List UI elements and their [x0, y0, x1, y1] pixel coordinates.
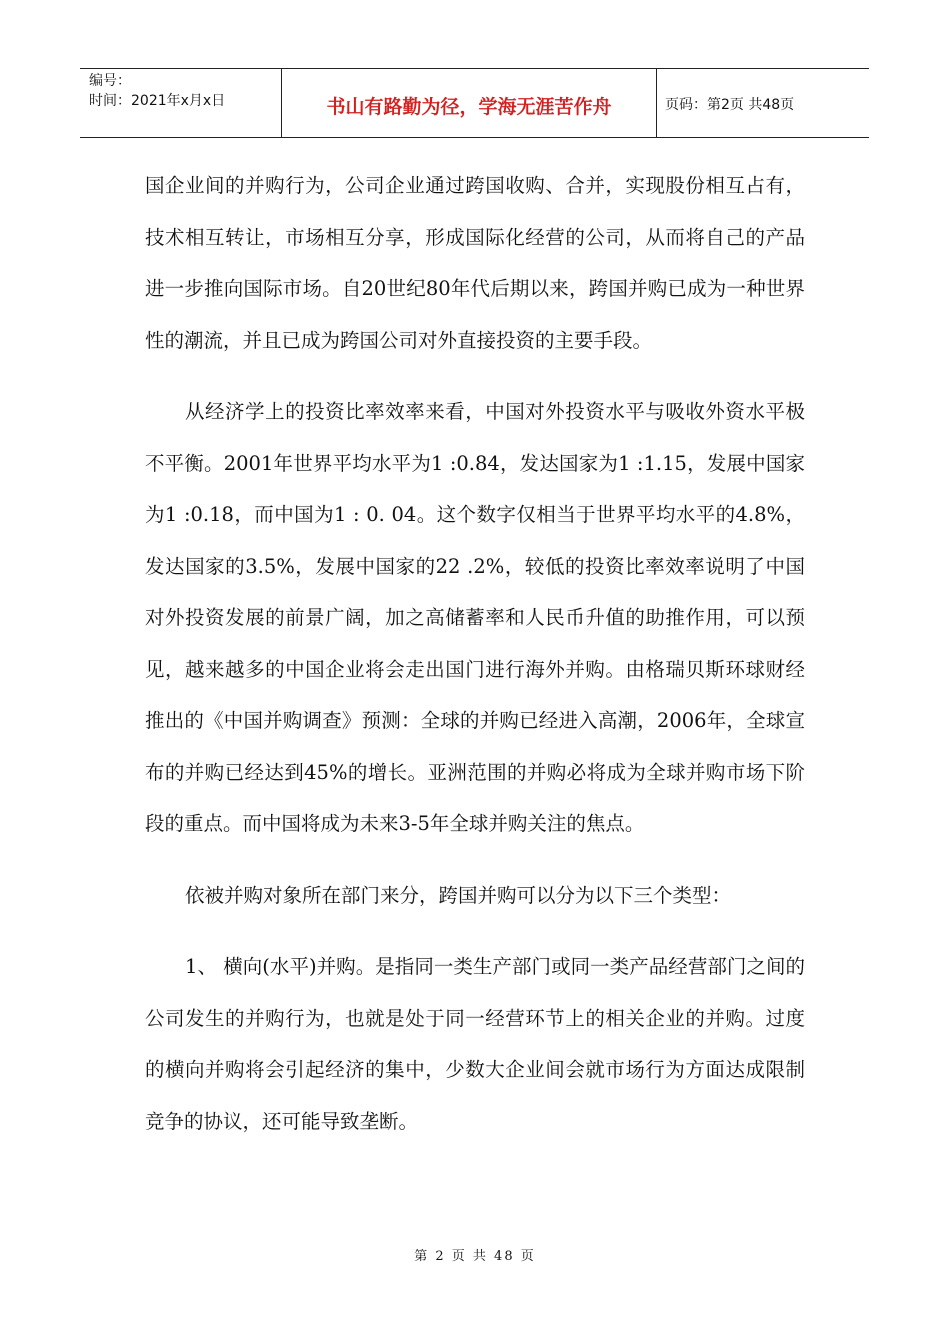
header-meta	[80, 69, 282, 137]
header-motto: 书山有路勤为径，学海无涯苦作舟	[282, 69, 657, 137]
document-number-label: 编号：	[89, 73, 131, 89]
document-date-label: 时间：2021年x月x日	[89, 93, 226, 109]
page-footer: 第 2 页 共 48 页	[414, 1249, 536, 1264]
page-header	[80, 68, 869, 138]
body-paragraph-2: 从经济学上的投资比率效率来看，中国对外投资水平与吸收外资水平极不平衡。2001年世界平均水平为1 :0.84，发达国家为1 :1.15，发展中国家为1 :0.18，而中国为1 : 0. 04。这个数字仅相当于世界平均水平的4.8%，发达国家的3.5%，发展中国家的22 .2%，较低的投资比率效率说明了中国对外投资发展的前景广阔，加之高储蓄率和人民币升值的助推作用，可以预见，越来越多的中国企业将会走出国门进行海外并购。由格瑞贝斯环球财经推出的《中国并购调查》预测：全球的并购已经进入高潮，2006年，全球宣布的并购已经达到45%的增长。亚洲范围的并购必将成为全球并购市场下阶段的重点。而中国将成为未来3-5年全球并购关注的焦点。	[145, 400, 805, 835]
body-paragraph-4: 1、 横向(水平)并购。是指同一类生产部门或同一类产品经营部门之间的公司发生的并购行为，也就是处于同一经营环节上的相关企业的并购。过度的横向并购将会引起经济的集中，少数大企业间会就市场行为方面达成限制竞争的协议，还可能导致垄断。	[145, 955, 805, 1133]
header-page-label: 页码：第2页 共48页	[665, 97, 795, 113]
document-body	[145, 160, 805, 1147]
body-paragraph-1: 国企业间的并购行为，公司企业通过跨国收购、合并，实现股份相互占有，技术相互转让，市场相互分享，形成国际化经营的公司，从而将自己的产品进一步推向国际市场。自20世纪80年代后期以来，跨国并购已成为一种世界性的潮流，并且已成为跨国公司对外直接投资的主要手段。	[145, 174, 805, 352]
body-paragraph-3: 依被并购对象所在部门来分，跨国并购可以分为以下三个类型：	[185, 883, 732, 907]
